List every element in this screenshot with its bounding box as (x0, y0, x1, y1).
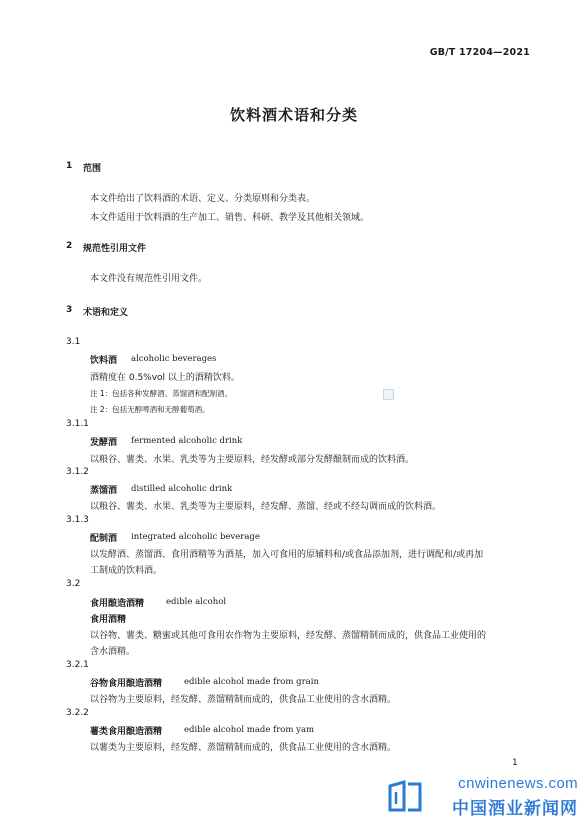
section-1-paragraph: 本文件给出了饮料酒的术语、定义、分类原则和分类表。 (90, 194, 316, 204)
term-chinese: 谷物食用酿造酒精 (90, 679, 163, 689)
section-2-number: 2 (66, 241, 73, 251)
term-number: 3.1.3 (66, 515, 89, 525)
watermark-logo-icon (388, 780, 422, 812)
term-note: 注 1：包括各种发酵酒、蒸馏酒和配制酒。 (90, 389, 233, 398)
section-2-title: 规范性引用文件 (83, 244, 147, 254)
term-definition: 含水酒精。 (90, 647, 136, 657)
page-number: 1 (512, 758, 518, 768)
term-definition: 以粮谷、薯类、水果、乳类等为主要原料，经发酵或部分发酵酿制而成的饮料酒。 (90, 455, 415, 465)
watermark-url: cnwinenews.com (458, 775, 578, 792)
term-definition: 以发酵酒、蒸馏酒、食用酒精等为酒基，加入可食用的原辅料和/或食品添加剂，进行调配和/或再加 (90, 550, 484, 560)
section-3-number: 3 (66, 305, 73, 315)
term-english: integrated alcoholic beverage (131, 532, 260, 542)
term-number: 3.1 (66, 337, 81, 347)
term-definition: 酒精度在 0.5%vol 以上的酒精饮料。 (90, 373, 240, 383)
term-definition: 以薯类为主要原料，经发酵、蒸馏精制而成的，供食品工业使用的含水酒精。 (90, 743, 397, 753)
term-number: 3.1.2 (66, 467, 89, 477)
term-number: 3.2.2 (66, 708, 89, 718)
term-english: edible alcohol (166, 597, 227, 607)
term-chinese: 蒸馏酒 (90, 486, 118, 496)
term-definition: 工制成的饮料酒。 (90, 566, 163, 576)
term-english: edible alcohol made from grain (184, 677, 319, 687)
term-chinese: 饮料酒 (90, 356, 118, 366)
term-chinese: 配制酒 (90, 534, 118, 544)
term-definition: 以粮谷、薯类、水果、乳类等为主要原料，经发酵、蒸馏、经或不经勾调而成的饮料酒。 (90, 502, 442, 512)
watermark-site-name: 中国酒业新闻网 (452, 799, 578, 819)
term-definition: 以谷物、薯类、糖蜜或其他可食用农作物为主要原料，经发酵、蒸馏精制而成的，供食品工业使用的 (90, 631, 487, 641)
section-1-paragraph: 本文件适用于饮料酒的生产加工、销售、科研、教学及其他相关领域。 (90, 213, 370, 223)
section-1-title: 范围 (83, 164, 102, 174)
term-number: 3.1.1 (66, 419, 89, 429)
term-english: distilled alcoholic drink (131, 484, 233, 494)
section-3-title: 术语和定义 (83, 308, 129, 318)
term-alias: 食用酒精 (90, 615, 127, 625)
term-number: 3.2.1 (66, 660, 89, 670)
term-number: 3.2 (66, 579, 81, 589)
term-note: 注 2：包括无醇啤酒和无醇葡萄酒。 (90, 405, 210, 414)
term-definition: 以谷物为主要原料，经发酵、蒸馏精制而成的，供食品工业使用的含水酒精。 (90, 695, 397, 705)
term-chinese: 薯类食用酿造酒精 (90, 727, 163, 737)
term-chinese: 食用酿造酒精 (90, 599, 145, 609)
standard-number: GB/T 17204—2021 (429, 47, 530, 58)
page-stamp (383, 389, 394, 400)
term-english: edible alcohol made from yam (184, 725, 315, 735)
term-english: fermented alcoholic drink (131, 436, 243, 446)
term-chinese: 发酵酒 (90, 438, 118, 448)
section-1-number: 1 (66, 161, 73, 171)
document-title: 饮料酒术语和分类 (229, 106, 358, 124)
section-2-paragraph: 本文件没有规范性引用文件。 (90, 274, 208, 284)
term-english: alcoholic beverages (131, 354, 217, 364)
